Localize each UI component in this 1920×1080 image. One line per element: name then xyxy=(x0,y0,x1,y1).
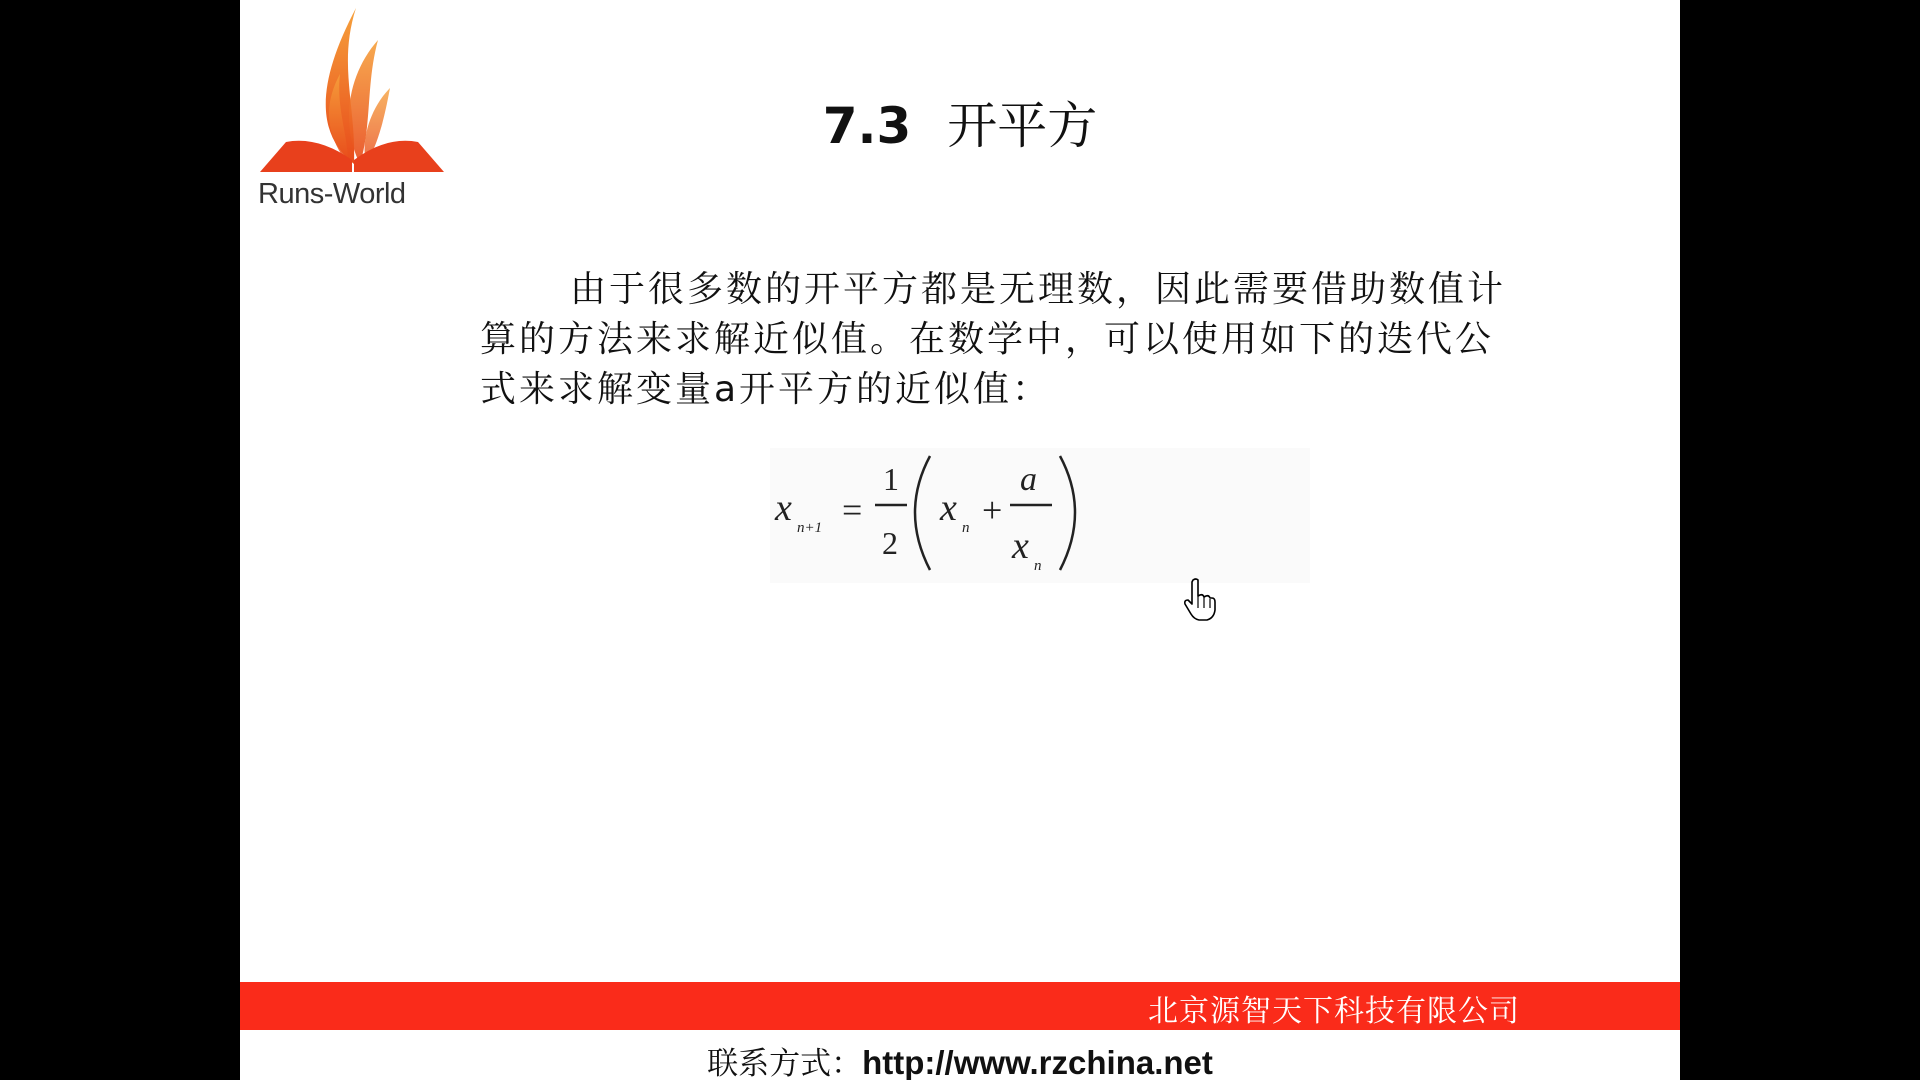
formula-frac-num: 1 xyxy=(883,461,899,497)
logo-text: Runs-World xyxy=(258,178,406,210)
contact-info xyxy=(240,1038,1680,1080)
formula-equals: = xyxy=(842,490,863,530)
footer-bar xyxy=(240,982,1680,1030)
slide xyxy=(240,0,1680,1080)
slide-title xyxy=(240,86,1680,158)
title-number: 7.3 xyxy=(822,97,912,155)
body-paragraph: 由于很多数的开平方都是无理数，因此需要借助数值计算的方法来求解近似值。在数学中，可以使用如下的迭代公式来求解变量a开平方的近似值： xyxy=(480,269,1507,410)
hand-pointer-icon xyxy=(1183,578,1217,626)
contact-url[interactable]: http://www.rzchina.net xyxy=(862,1044,1213,1080)
formula-inner-den-sub: n xyxy=(1034,558,1042,574)
formula-right-paren xyxy=(1060,456,1075,570)
formula-term-var: x xyxy=(940,487,957,529)
formula-inner-num: a xyxy=(1020,461,1037,498)
formula-term-sub: n xyxy=(962,520,970,536)
formula-lhs-sub: n+1 xyxy=(797,520,823,536)
title-text: 开平方 xyxy=(947,97,1098,155)
contact-label: 联系方式： xyxy=(707,1046,863,1080)
formula-inner-den-var: x xyxy=(1012,525,1029,567)
formula-lhs-var: x xyxy=(775,487,792,529)
iteration-formula xyxy=(770,448,1310,583)
formula-left-paren xyxy=(915,456,930,570)
formula-frac-den: 2 xyxy=(882,525,898,561)
company-name: 北京源智天下科技有限公司 xyxy=(1148,994,1520,1029)
formula-plus: + xyxy=(982,490,1003,530)
